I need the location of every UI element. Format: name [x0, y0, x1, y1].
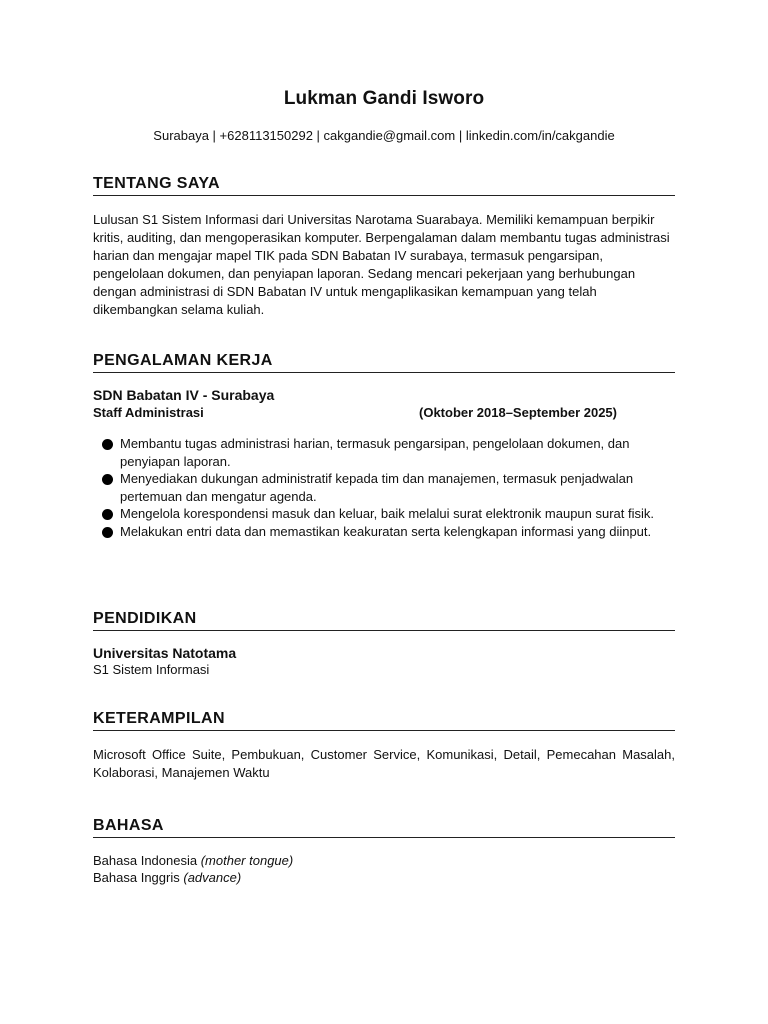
experience-bullet-list	[93, 435, 675, 540]
list-item	[93, 852, 675, 869]
languages-list	[93, 852, 675, 886]
list-item	[93, 435, 675, 470]
section-skills	[93, 710, 675, 782]
bullet-text: Mengelola korespondensi masuk dan keluar, baik melalui surat elektronik maupun surat fisik.	[120, 506, 655, 521]
bullet-text: Membantu tugas administrasi harian, termasuk pengarsipan, pengelolaan dokumen, dan penyiapan laporan.	[120, 436, 630, 469]
section-education	[93, 610, 675, 678]
experience-role: Staff Administrasi	[93, 405, 204, 420]
bullet-icon	[102, 527, 113, 538]
about-text: Lulusan S1 Sistem Informasi dari Universitas Narotama Suarabaya. Memiliki kemampuan berpikir kritis, auditing, dan mengoperasikan komputer. Berpengalaman dalam membantu tugas administrasi harian dan mengajar mapel TIK pada SDN Babatan IV surabaya, termasuk pengarsipan, pengelolaan dokumen, dan penyiapan laporan. Sedang mencari pekerjaan yang berhubungan dengan administrasi di SDN Babatan IV untuk mengaplikasikan kemampuan yang telah dikembangkan selama kuliah.	[93, 212, 670, 317]
education-institution: Universitas Natotama	[93, 645, 237, 661]
candidate-name: Lukman Gandi Isworo	[283, 88, 485, 109]
bullet-icon	[102, 474, 113, 485]
education-degree: S1 Sistem Informasi	[93, 662, 210, 677]
language-level: (advance)	[183, 870, 242, 885]
section-title-education: PENDIDIKAN	[93, 610, 675, 631]
skills-text: Microsoft Office Suite, Pembukuan, Customer Service, Komunikasi, Detail, Pemecahan Masalah, Kolaborasi, Manajemen Waktu	[93, 747, 675, 780]
section-about	[93, 175, 675, 319]
language-level: (mother tongue)	[200, 853, 294, 868]
language-name: Bahasa Inggris	[93, 870, 180, 885]
section-title-experience: PENGALAMAN KERJA	[93, 352, 675, 373]
experience-period: (Oktober 2018–September 2025)	[419, 405, 617, 420]
section-languages	[93, 817, 675, 886]
section-title-skills: KETERAMPILAN	[93, 710, 675, 731]
list-item	[93, 470, 675, 505]
contact-line: Surabaya | +628113150292 | cakgandie@gmail.com | linkedin.com/in/cakgandie	[153, 128, 615, 143]
bullet-text: Melakukan entri data dan memastikan keakuratan serta kelengkapan informasi yang diinput.	[120, 523, 652, 539]
list-item	[93, 869, 675, 886]
bullet-icon	[102, 439, 113, 450]
list-item	[93, 505, 675, 523]
language-name: Bahasa Indonesia	[93, 853, 198, 868]
section-title-about: TENTANG SAYA	[93, 175, 675, 196]
experience-organization: SDN Babatan IV - Surabaya	[93, 387, 275, 403]
bullet-icon	[102, 509, 113, 520]
list-item	[93, 523, 675, 541]
section-experience	[93, 352, 675, 540]
experience-role-row	[93, 404, 675, 421]
section-title-languages: BAHASA	[93, 817, 675, 838]
bullet-text: Menyediakan dukungan administratif kepada tim dan manajemen, termasuk penjadwalan pertemuan dan mengatur agenda.	[120, 471, 634, 504]
